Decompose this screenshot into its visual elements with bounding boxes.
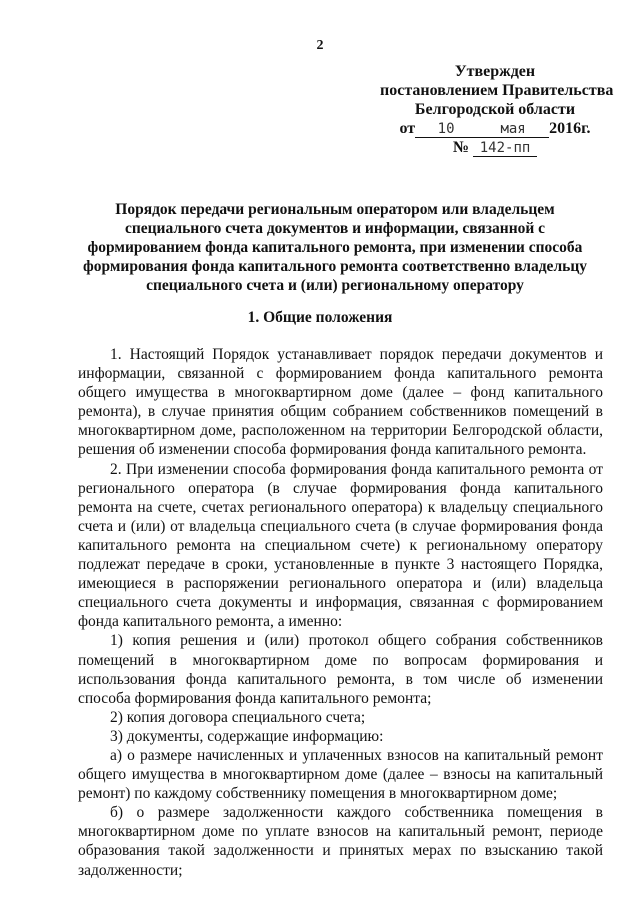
paragraph: 1) копия решения и (или) протокол общего собрания собственников помещений в многоквартирном доме по вопросам формирования и использования фонда капитального ремонта, в том числе об изменении способа формирования фонда капитального ремонта; [78,632,603,707]
approval-month: мая [477,122,549,138]
approval-line-3: Белгородской области [414,101,576,118]
paragraph: 1. Настоящий Порядок устанавливает порядок передачи документов и информации, связанной с формированием фонда капитального ремонта общего имущества в многоквартирном доме (далее – фонд капитального ремонта), в случае принятия общим собранием собственников помещений в многоквартирном доме, расположенном на территории Белгородской области, решения об изменении способа формирования фонда капитального ремонта. [78,346,603,459]
approval-number-prefix: № [452,139,470,156]
body-text [78,345,603,880]
approval-day: 10 [415,122,477,138]
page-number: 2 [316,38,324,53]
approval-line-1: Утвержден [454,63,536,80]
paragraph: 3) документы, содержащие информацию: [110,727,384,745]
paragraph: 2) копия договора специального счета; [110,708,366,726]
approval-number-line [380,138,610,157]
approval-year: 2016г. [549,120,591,137]
approval-stamp [380,62,614,157]
approval-date-prefix: от [399,120,416,137]
paragraph: а) о размере начисленных и уплаченных взносов на капитальный ремонт общего имущества в многоквартирном доме (далее – взносы на капитальный ремонт) по каждому собственнику помещения в многоквартирном доме; [78,746,603,803]
paragraph: б) о размере задолженности каждого собственника помещения в многоквартирном доме по уплате взносов на капитальный ремонт, периоде образования такой задолженности и принятых мерах по взысканию такой задолженности; [78,804,603,879]
approval-number: 142-пп [473,141,537,157]
approval-line-2: постановлением Правительства [380,82,614,99]
document-title: Порядок передачи региональным оператором или владельцем специального счета документов и информации, связанной с формированием фонда капитального ремонта, при изменении способа формирования фонда капитального ремонта соответственно владельцу специального счета и (или) региональному оператору [82,201,588,294]
section-heading: 1. Общие положения [247,309,393,326]
approval-date-line [380,119,610,138]
paragraph: 2. При изменении способа формирования фонда капитального ремонта от регионального оператора (в случае формирования фонда капитального ремонта на счете, счетах регионального оператора) к владельцу специального счета и (или) от владельца специального счета (в случае формирования фонда капитального ремонта на специальном счете) к региональному оператору подлежат передаче в сроки, установленные в пункте 3 настоящего Порядка, имеющиеся в распоряжении регионального оператора и (или) владельца специального счета документы и информация, связанная с формированием фонда капитального ремонта, а именно: [78,460,603,631]
